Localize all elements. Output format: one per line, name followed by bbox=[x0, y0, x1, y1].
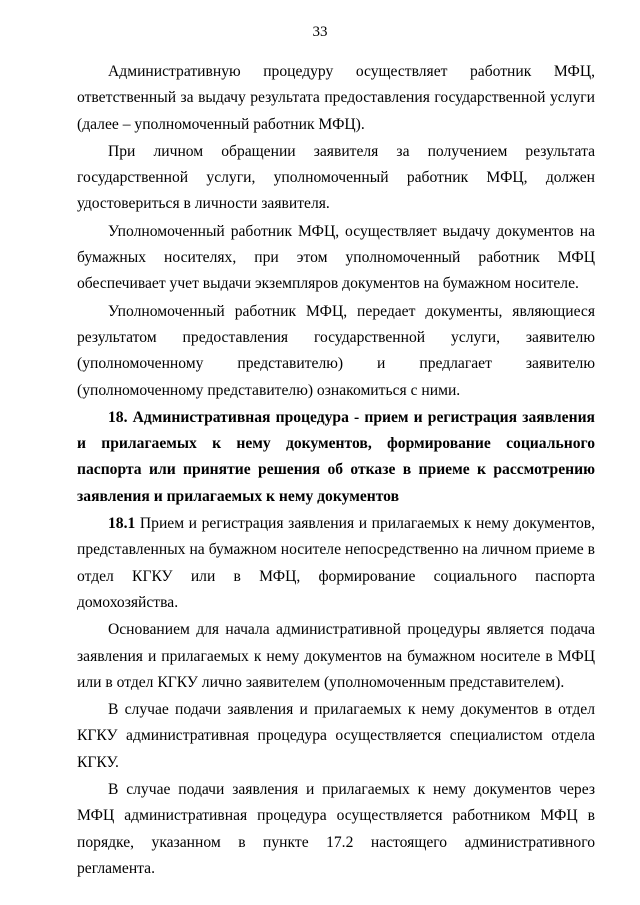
paragraph-mfc-submission: В случае подачи заявления и прилагаемых к нему документов через МФЦ административная процедура осуществляется работником МФЦ в порядке, указанном в пункте 17.2 настоящего административного регламента. bbox=[77, 781, 595, 877]
paragraph-procedure-basis: Основанием для начала административной процедуры является подача заявления и прилагаемых к нему документов на бумажном носителе в МФЦ или в отдел КГКУ лично заявителем (уполномоченным представителем). bbox=[77, 621, 595, 691]
paragraph-kgku-submission: В случае подачи заявления и прилагаемых к нему документов в отдел КГКУ административная процедура осуществляется специалистом отдела КГКУ. bbox=[77, 701, 595, 771]
paragraph-personal-visit: При личном обращении заявителя за получением результата государственной услуги, уполномоченный работник МФЦ, должен удостовериться в личности заявителя. bbox=[77, 142, 595, 213]
paragraph-paper-documents: Уполномоченный работник МФЦ, осуществляет выдачу документов на бумажных носителях, при этом уполномоченный работник МФЦ обеспечивает учет выдачи экземпляров документов на бумажном носителе. bbox=[77, 222, 595, 293]
subsection-text: Прием и регистрация заявления и прилагаемых к нему документов, представленных на бумажном носителе непосредственно на личном приеме в отдел КГКУ или в МФЦ, формирование социального паспорта домохозяйства. bbox=[77, 515, 595, 611]
subsection-18-1 bbox=[77, 511, 595, 616]
paragraph-document-handover: Уполномоченный работник МФЦ, передает документы, являющиеся результатом предоставления государственной услуги, заявителю (уполномоченному представителю) и предлагает заявителю (уполномоченному представителю) ознакомиться с ними. bbox=[77, 302, 595, 399]
document-body bbox=[77, 59, 595, 882]
paragraph-authorized-worker: Административную процедуру осуществляет работник МФЦ, ответственный за выдачу результата предоставления государственной услуги (далее – уполномоченный работник МФЦ). bbox=[77, 63, 595, 133]
section-heading-18: 18. Административная процедура - прием и регистрация заявления и прилагаемых к нему документов, формирование социального паспорта или принятие решения об отказе в приеме к рассмотрению заявления и прилагаемых к нему документов bbox=[77, 408, 595, 505]
subsection-number: 18.1 bbox=[108, 515, 136, 533]
page-number: 33 bbox=[312, 24, 328, 40]
